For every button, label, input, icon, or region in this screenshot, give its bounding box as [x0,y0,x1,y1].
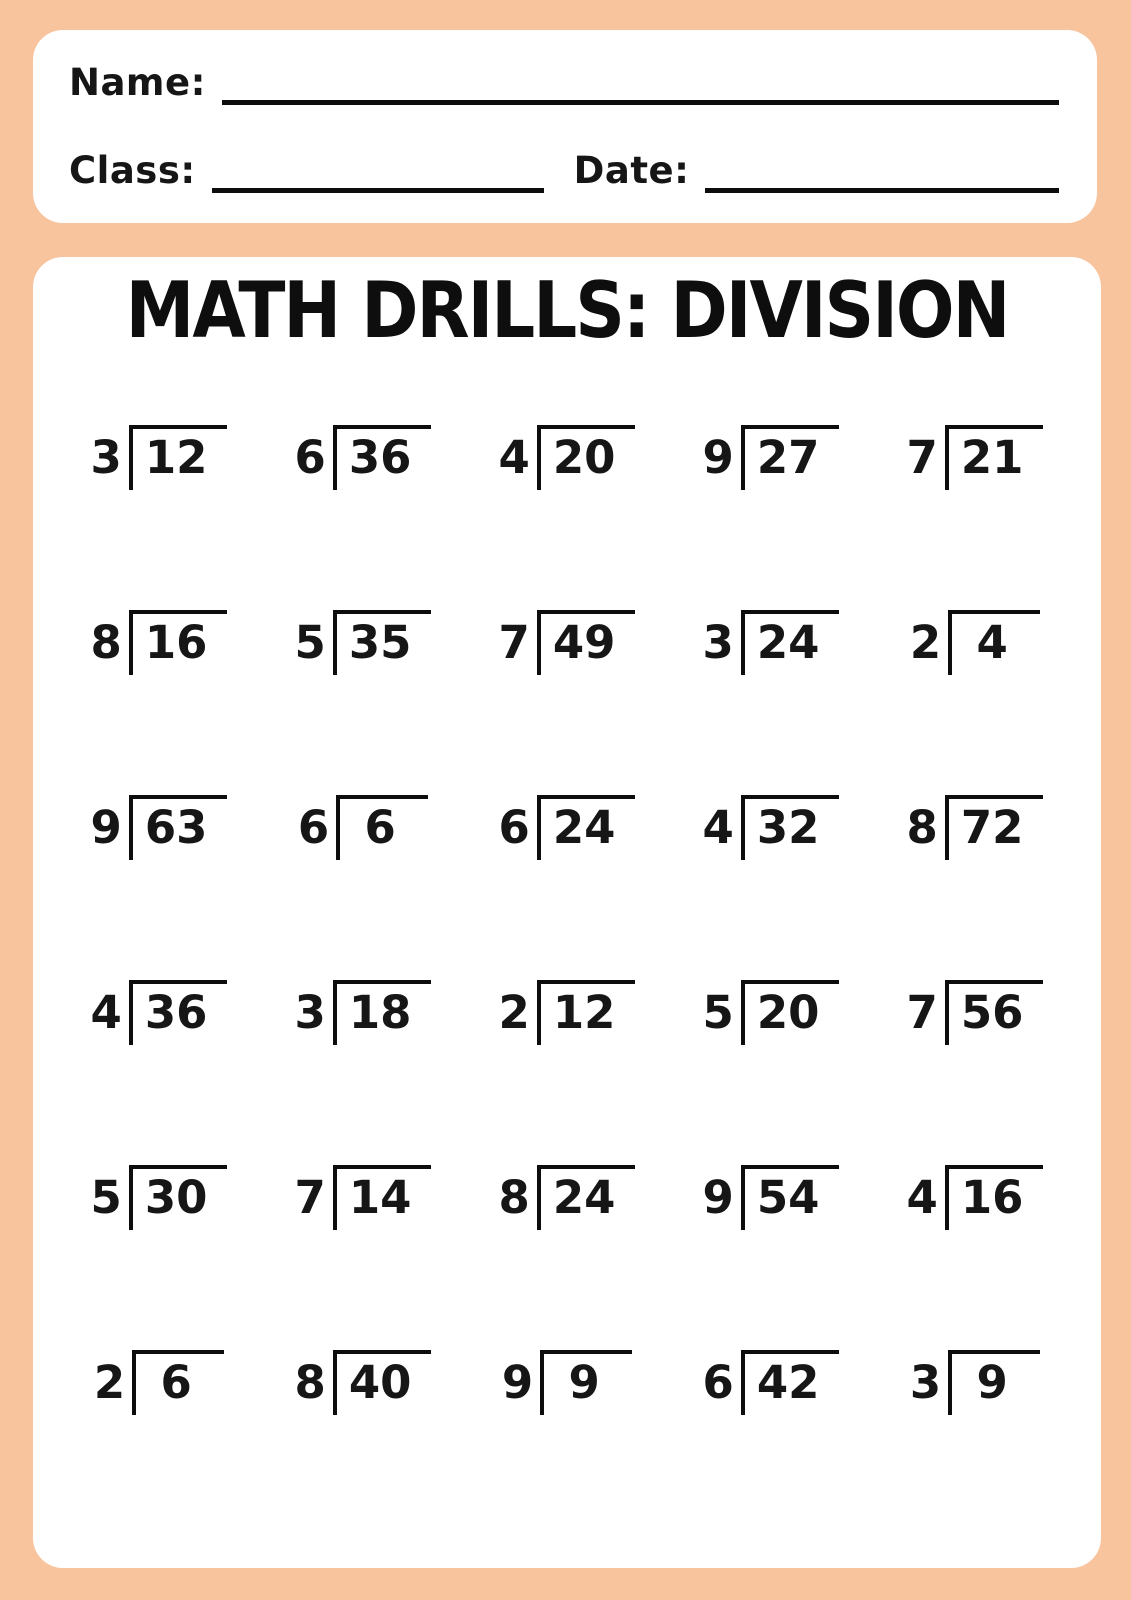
divisor: 5 [90,1171,122,1225]
divisor: 6 [498,801,530,855]
dividend: 54 [741,1165,840,1230]
divisor: 7 [906,986,938,1040]
worksheet-card [33,257,1101,1568]
division-problem [703,795,840,860]
divisor: 2 [93,1356,126,1410]
division-problem [703,1165,840,1230]
divisor: 7 [906,431,938,485]
divisor: 9 [702,431,734,485]
dividend: 30 [129,1165,228,1230]
dividend: 24 [537,1165,636,1230]
division-problem [907,980,1044,1045]
division-problem [295,425,432,490]
name-label: Name: [69,61,206,104]
divisor: 3 [90,431,122,485]
divisor: 6 [702,1356,734,1410]
division-problem [499,610,636,675]
dividend: 27 [741,425,840,490]
name-input-line[interactable] [222,75,1059,105]
divisor: 5 [294,616,326,670]
divisor: 3 [294,986,326,1040]
dividend: 20 [537,425,636,490]
divisor: 8 [90,616,122,670]
class-label: Class: [69,149,196,192]
dividend: 6 [132,1350,224,1415]
division-problem [91,610,228,675]
division-problem [499,980,636,1045]
division-problem [910,1350,1040,1415]
dividend: 20 [741,980,840,1045]
divisor: 5 [702,986,734,1040]
divisor: 8 [498,1171,530,1225]
divisor: 6 [297,801,330,855]
dividend: 56 [945,980,1044,1045]
class-date-row [69,149,1059,193]
divisor: 9 [702,1171,734,1225]
dividend: 40 [333,1350,432,1415]
divisor: 2 [498,986,530,1040]
dividend: 32 [741,795,840,860]
division-problem [499,795,636,860]
dividend: 42 [741,1350,840,1415]
divisor: 9 [501,1356,534,1410]
division-problem [703,425,840,490]
divisor: 7 [294,1171,326,1225]
dividend: 16 [129,610,228,675]
division-problem [703,1350,840,1415]
dividend: 9 [948,1350,1040,1415]
dividend: 21 [945,425,1044,490]
division-problem [499,1165,636,1230]
division-problem [91,1165,228,1230]
division-problem [703,610,840,675]
dividend: 12 [129,425,228,490]
division-problem [499,425,636,490]
divisor: 9 [90,801,122,855]
dividend: 6 [336,795,428,860]
dividend: 18 [333,980,432,1045]
dividend: 49 [537,610,636,675]
division-problem [907,1165,1044,1230]
division-problem [295,1350,432,1415]
worksheet-title: MATH DRILLS: DIVISION [125,266,1009,357]
divisor: 4 [906,1171,938,1225]
problems-grid [57,425,1077,1415]
division-problem [910,610,1040,675]
divisor: 8 [906,801,938,855]
class-input-line[interactable] [212,163,544,193]
division-problem [502,1350,632,1415]
division-problem [91,980,228,1045]
division-problem [703,980,840,1045]
dividend: 72 [945,795,1044,860]
divisor: 3 [702,616,734,670]
divisor: 8 [294,1356,326,1410]
dividend: 9 [540,1350,632,1415]
division-problem [907,795,1044,860]
division-problem [907,425,1044,490]
divisor: 4 [90,986,122,1040]
divisor: 6 [294,431,326,485]
date-input-line[interactable] [705,163,1059,193]
dividend: 36 [333,425,432,490]
dividend: 16 [945,1165,1044,1230]
division-problem [295,610,432,675]
divisor: 4 [498,431,530,485]
dividend: 14 [333,1165,432,1230]
divisor: 7 [498,616,530,670]
dividend: 35 [333,610,432,675]
divisor: 2 [909,616,942,670]
dividend: 24 [741,610,840,675]
division-problem [91,795,228,860]
dividend: 4 [948,610,1040,675]
dividend: 36 [129,980,228,1045]
division-problem [298,795,428,860]
division-problem [295,980,432,1045]
name-row [69,61,1059,105]
division-problem [94,1350,224,1415]
student-info-card [33,30,1097,223]
division-problem [91,425,228,490]
dividend: 24 [537,795,636,860]
dividend: 63 [129,795,228,860]
date-label: Date: [573,149,690,192]
dividend: 12 [537,980,636,1045]
divisor: 3 [909,1356,942,1410]
division-problem [295,1165,432,1230]
divisor: 4 [702,801,734,855]
